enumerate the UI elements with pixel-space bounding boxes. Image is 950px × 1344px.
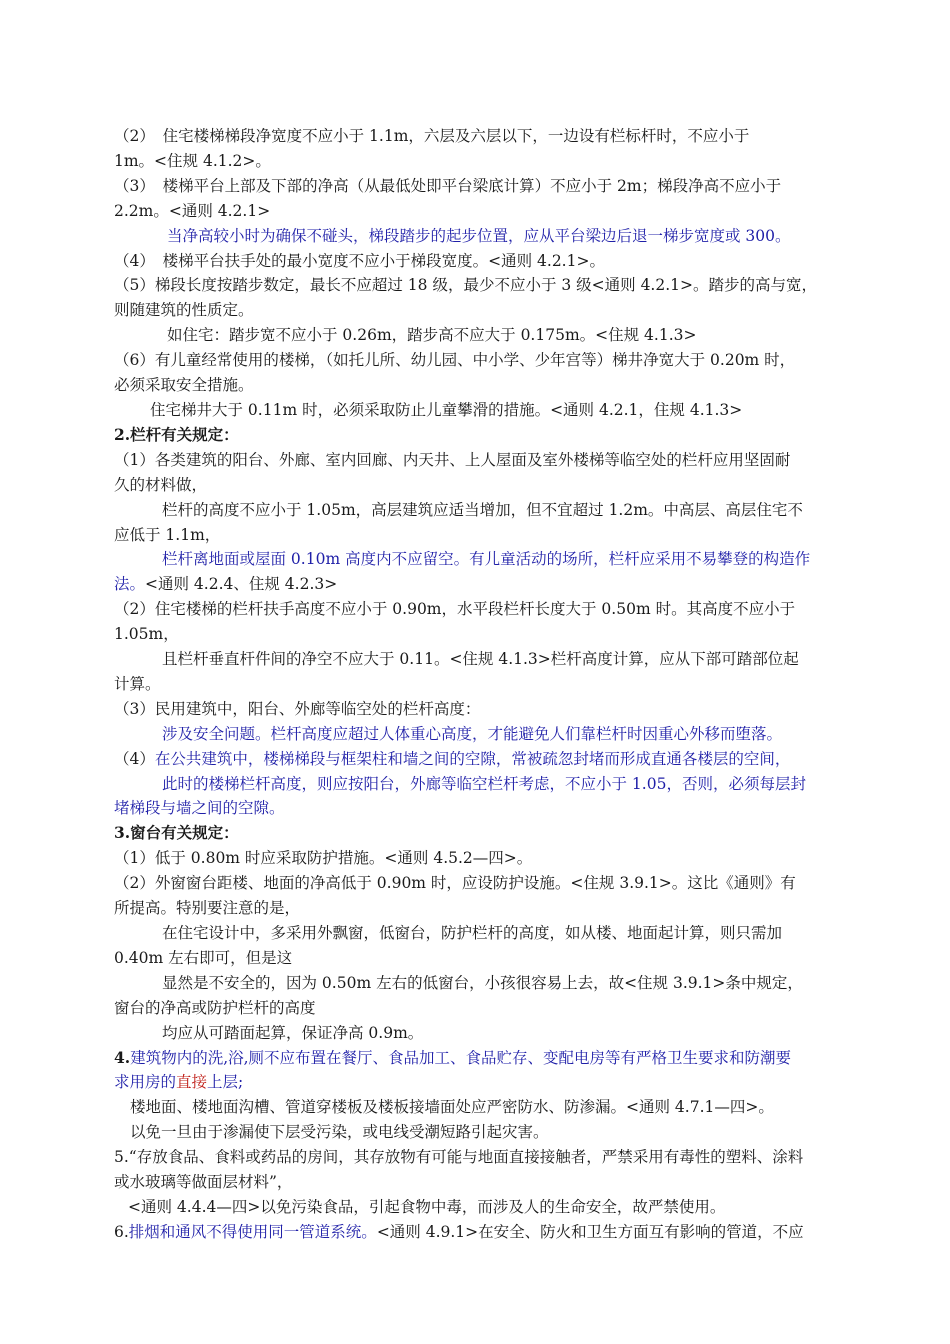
text-line: 所提高。特别要注意的是， (114, 899, 301, 918)
text-line: 且栏杆垂直杆件间的净空不应大于 0.11。<住规 4.1.3>栏杆高度计算，应从下部可踏部位起 (162, 650, 799, 669)
text-line: 显然是不安全的，因为 0.50m 左右的低窗台，小孩很容易上去，故<住规 3.9.1>条中规定， (162, 973, 803, 992)
reference-span: <通则 4.2.4、住规 4.2.3> (145, 575, 338, 594)
item-number: （4） (114, 749, 155, 768)
item-number: 4. (114, 1047, 131, 1067)
text-line: 则随建筑的性质定。 (114, 301, 254, 320)
text-line: （3） 楼梯平台上部及下部的净高（从最低处即平台梁底计算）不应小于 2m；梯段净高不应小于 (114, 176, 782, 195)
section-heading: 2.栏杆有关规定： (114, 424, 239, 444)
text-line: 计算。 (114, 674, 161, 693)
text-line (114, 1220, 864, 1245)
highlight-span: 建筑物内的洗,浴,厕不应布置在餐厅、食品加工、食品贮存、变配电房等有严格卫生要求和防潮要 (130, 1048, 792, 1067)
text-line (114, 1070, 864, 1095)
highlight-span: 上层; (207, 1073, 244, 1092)
text-line: 如住宅：踏步宽不应小于 0.26m，踏步高不应大于 0.175m。<住规 4.1.3> (167, 326, 697, 345)
text-line: 2.2m。<通则 4.2.1> (114, 201, 271, 220)
text-line: 必须采取安全措施。 (114, 376, 254, 395)
text-line: 栏杆的高度不应小于 1.05m，高层建筑应适当增加，但不宜超过 1.2m。中高层、高层住宅不 (162, 500, 803, 519)
text-line: （1）低于 0.80m 时应采取防护措施。<通则 4.5.2—四>。 (114, 849, 533, 868)
highlight-span: 在公共建筑中，楼梯梯段与框架柱和墙之间的空隙，常被疏忽封堵而形成直通各楼层的空间， (154, 749, 791, 768)
highlight-line: 涉及安全问题。栏杆高度应超过人体重心高度，才能避免人们靠栏杆时因重心外移而堕落。 (162, 724, 783, 743)
highlight-line: 此时的楼梯栏杆高度，则应按阳台，外廊等临空栏杆考虑，不应小于 1.05，否则，必须每层封 (162, 774, 806, 793)
text-line: 应低于 1.1m， (114, 525, 221, 544)
item-number: 6. (114, 1222, 129, 1241)
text-line: <通则 4.4.4—四>以免污染食品，引起食物中毒，而涉及人的生命安全，故严禁使用。 (128, 1197, 726, 1216)
text-line: （4） 楼梯平台扶手处的最小宽度不应小于梯段宽度。<通则 4.2.1>。 (114, 251, 605, 270)
text-line: 久的材料做， (114, 475, 208, 494)
text-line (114, 572, 864, 597)
highlight-line: 堵梯段与墙之间的空隙。 (114, 799, 285, 818)
text-line: 在住宅设计中，多采用外飘窗，低窗台，防护栏杆的高度，如从楼、地面起计算，则只需加 (162, 924, 783, 942)
text-line: 以免一旦由于渗漏使下层受污染，或电线受潮短路引起灾害。 (130, 1123, 549, 1142)
text-line: （6）有儿童经常使用的楼梯，（如托儿所、幼儿园、中小学、少年宫等）梯井净宽大于 0.20m 时， (114, 351, 796, 370)
highlight-span: 求用房的 (114, 1073, 177, 1092)
emphasis-span: 直接 (176, 1073, 208, 1092)
text-line: 5.“存放食品、食料或药品的房间，其存放物有可能与地面直接接触者，严禁采用有毒性的塑料、涂料 (114, 1148, 804, 1167)
text-line: （2）外窗窗台距楼、地面的净高低于 0.90m 时，应设防护设施。<住规 3.9.1>。这比《通则》有 (114, 874, 796, 893)
text-line: 均应从可踏面起算，保证净高 0.9m。 (162, 1023, 424, 1042)
text-line: 或水玻璃等做面层材料”， (114, 1173, 293, 1192)
section-heading: 3.窗台有关规定： (114, 823, 239, 843)
text-line: （2）住宅楼梯的栏杆扶手高度不应小于 0.90m，水平段栏杆长度大于 0.50m 时。其高度不应小于 (114, 600, 796, 619)
text-line: 窗台的净高或防护栏杆的高度 (114, 998, 316, 1017)
text-line: （5）梯段长度按踏步数定，最长不应超过 18 级，最少不应小于 3 级<通则 4.2.1>。踏步的高与宽， (114, 276, 817, 295)
document-page (114, 124, 864, 1245)
text-line (114, 747, 864, 772)
text-line: （1）各类建筑的阳台、外廊、室内回廊、内天井、上人屋面及室外楼梯等临空处的栏杆应用坚固耐 (114, 450, 791, 469)
text-line: 0.40m 左右即可，但是这 (114, 948, 293, 967)
highlight-span: 排烟和通风不得使用同一管道系统。 (128, 1222, 377, 1241)
text-line: 楼地面、楼地面沟槽、管道穿楼板及楼板接墙面处应严密防水、防渗漏。<通则 4.7.1—四>。 (130, 1098, 774, 1117)
text-line: （2） 住宅楼梯梯段净宽度不应小于 1.1m，六层及六层以下，一边设有栏标杆时，不应小于 (114, 127, 750, 145)
text-line: 1.05m， (114, 625, 179, 644)
text-line: （3）民用建筑中，阳台、外廊等临空处的栏杆高度： (114, 699, 481, 718)
text-line (114, 1046, 864, 1071)
highlight-span: 法。 (114, 575, 146, 594)
highlight-line: 当净高较小时为确保不碰头，梯段踏步的起步位置，应从平台梁边后退一梯步宽度或 300。 (167, 226, 791, 245)
highlight-line: 栏杆离地面或屋面 0.10m 高度内不应留空。有儿童活动的场所，栏杆应采用不易攀登的构造作 (162, 550, 811, 569)
reference-span: <通则 4.9.1>在安全、防火和卫生方面互有影响的管道，不应 (376, 1222, 804, 1241)
text-line: 住宅梯井大于 0.11m 时，必须采取防止儿童攀滑的措施。<通则 4.2.1，住规 4.1.3> (150, 400, 743, 419)
text-line: 1m。<住规 4.1.2>。 (114, 151, 271, 170)
